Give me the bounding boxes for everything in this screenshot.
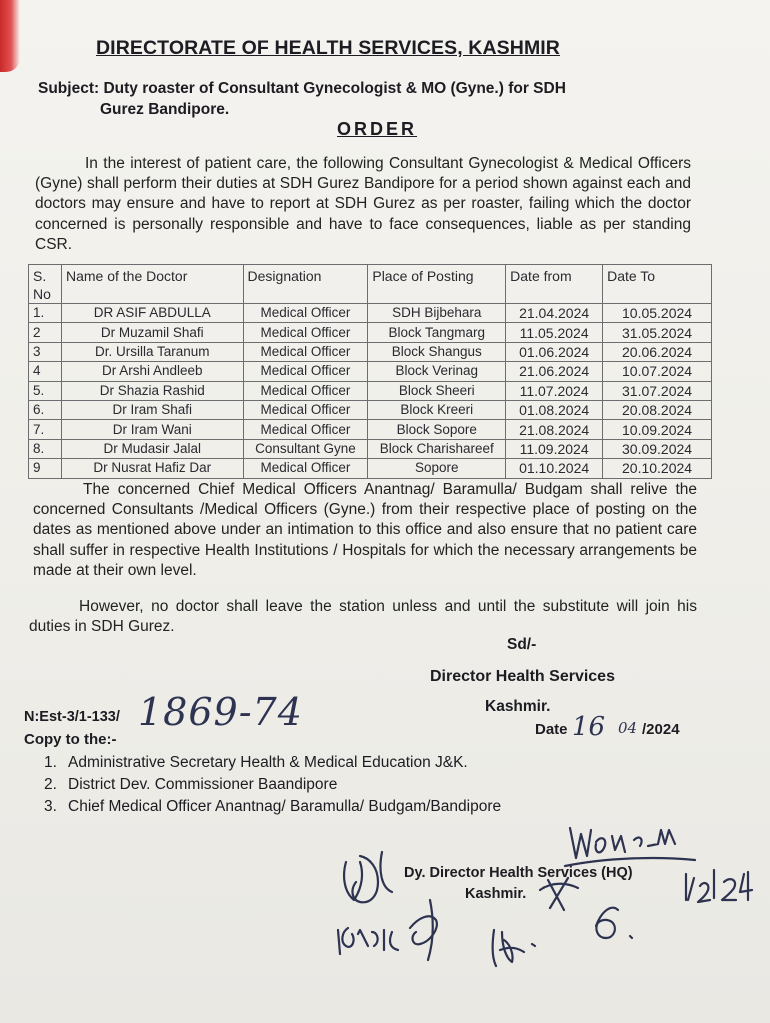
sd-mark: Sd/- [507, 636, 537, 653]
cell-place: Block Kreeri [368, 400, 506, 419]
cell-name: Dr Iram Shafi [61, 400, 243, 419]
station-paragraph: However, no doctor shall leave the station unless and until the substitute will join his duties in SDH Gurez. [29, 598, 697, 636]
header-date-to: Date To [603, 265, 712, 304]
cell-name: Dr Shazia Rashid [61, 381, 243, 400]
relieve-paragraph: The concerned Chief Medical Officers Anantnag/ Baramulla/ Budgam shall relive the concerned Consultants /Medical Officers (Gyne.) from their respective place of posting on the dates as mentioned above under an intimation to this office and also ensure that no patient care shall suffer in respective Health Institutions / Hospitals for which the necessary arrangements be made at their own level. [33, 481, 697, 579]
cell-sno: 5. [29, 381, 62, 400]
cell-name: Dr. Ursilla Taranum [61, 342, 243, 361]
cell-name: Dr Muzamil Shafi [61, 323, 243, 342]
signature-mark-2 [344, 852, 392, 902]
cell-date-from: 21.08.2024 [506, 420, 603, 439]
cell-date-to: 30.09.2024 [603, 439, 712, 458]
cell-place: Block Charishareef [368, 439, 506, 458]
header-place: Place of Posting [368, 265, 506, 304]
cell-date-from: 01.08.2024 [506, 400, 603, 419]
cell-designation: Medical Officer [243, 400, 368, 419]
handwritten-date-month: 04 [618, 719, 638, 737]
cell-date-to: 31.05.2024 [603, 323, 712, 342]
signatory-designation: Director Health Services [430, 668, 615, 685]
list-item: 1. Administrative Secretary Health & Medical Education J&K. [44, 754, 468, 771]
cell-date-from: 11.07.2024 [506, 381, 603, 400]
document-title: DIRECTORATE OF HEALTH SERVICES, KASHMIR [96, 37, 560, 59]
cell-place: Block Sheeri [368, 381, 506, 400]
copy-to-label: Copy to the:- [24, 731, 117, 748]
cell-date-from: 11.09.2024 [506, 439, 603, 458]
cell-designation: Medical Officer [243, 420, 368, 439]
cell-sno: 4 [29, 362, 62, 381]
handwritten-date-day: 16 [572, 712, 606, 742]
signature-mark-6 [596, 908, 632, 938]
cell-sno: 2 [29, 323, 62, 342]
cell-date-to: 31.07.2024 [603, 381, 712, 400]
cell-designation: Medical Officer [243, 362, 368, 381]
cell-date-from: 01.06.2024 [506, 342, 603, 361]
cell-sno: 7. [29, 420, 62, 439]
cell-sno: 9 [29, 459, 62, 478]
signature-mark-5 [540, 878, 578, 910]
date-label: Date [535, 721, 568, 738]
header-date-from: Date from [506, 265, 603, 304]
cell-name: Dr Nusrat Hafiz Dar [61, 459, 243, 478]
cell-date-to: 20.10.2024 [603, 459, 712, 478]
dy-director-location: Kashmir. [465, 886, 527, 902]
date-year: /2024 [642, 721, 680, 738]
signatory-location: Kashmir. [485, 698, 551, 715]
signature-mark-7 [686, 870, 752, 902]
cell-date-to: 10.09.2024 [603, 420, 712, 439]
cell-place: Sopore [368, 459, 506, 478]
cell-sno: 1. [29, 304, 62, 323]
cell-designation: Medical Officer [243, 381, 368, 400]
cell-designation: Medical Officer [243, 304, 368, 323]
cell-date-from: 01.10.2024 [506, 459, 603, 478]
cell-name: Dr Mudasir Jalal [61, 439, 243, 458]
list-item: 2. District Dev. Commissioner Baandipore [44, 776, 338, 793]
signature-mark-1 [565, 828, 695, 866]
header-name: Name of the Doctor [61, 265, 243, 304]
cell-date-from: 21.04.2024 [506, 304, 603, 323]
cell-name: Dr Arshi Andleeb [61, 362, 243, 381]
cell-place: Block Sopore [368, 420, 506, 439]
order-heading: ORDER [337, 119, 418, 139]
cell-designation: Medical Officer [243, 459, 368, 478]
cell-name: DR ASIF ABDULLA [61, 304, 243, 323]
dy-director-designation: Dy. Director Health Services (HQ) [404, 865, 633, 881]
header-designation: Designation [243, 265, 368, 304]
cell-place: Block Verinag [368, 362, 506, 381]
intro-paragraph: In the interest of patient care, the following Consultant Gynecologist & Medical Officers (Gyne) shall perform their duties at SDH Gurez Bandipore for a period shown against each and doctors may ensure and have to report at SDH Gurez as per roaster, failing which the doctor concerned is personally responsible and have to face consequences, liable as per standing CSR. [35, 155, 691, 253]
cell-date-to: 20.08.2024 [603, 400, 712, 419]
cell-date-from: 11.05.2024 [506, 323, 603, 342]
cell-designation: Consultant Gyne [243, 439, 368, 458]
cell-name: Dr Iram Wani [61, 420, 243, 439]
list-item: 3. Chief Medical Officer Anantnag/ Baramulla/ Budgam/Bandipore [44, 798, 502, 815]
subject-line-2: Gurez Bandipore. [100, 101, 230, 118]
cell-date-to: 10.07.2024 [603, 362, 712, 381]
cell-sno: 6. [29, 400, 62, 419]
cell-sno: 8. [29, 439, 62, 458]
cell-date-to: 10.05.2024 [603, 304, 712, 323]
handwritten-reference-number: 1869-74 [138, 690, 303, 734]
cell-designation: Medical Officer [243, 342, 368, 361]
cell-sno: 3 [29, 342, 62, 361]
subject-line-1: Subject: Duty roaster of Consultant Gynecologist & MO (Gyne.) for SDH [38, 80, 566, 97]
signature-mark-3 [338, 900, 437, 960]
cell-date-from: 21.06.2024 [506, 362, 603, 381]
cell-place: SDH Bijbehara [368, 304, 506, 323]
cell-designation: Medical Officer [243, 323, 368, 342]
signature-mark-4 [493, 930, 535, 966]
cell-date-to: 20.06.2024 [603, 342, 712, 361]
cell-place: Block Tangmarg [368, 323, 506, 342]
header-sno: S. No [29, 265, 62, 304]
cell-place: Block Shangus [368, 342, 506, 361]
reference-number: N:Est-3/1-133/ [24, 709, 120, 725]
